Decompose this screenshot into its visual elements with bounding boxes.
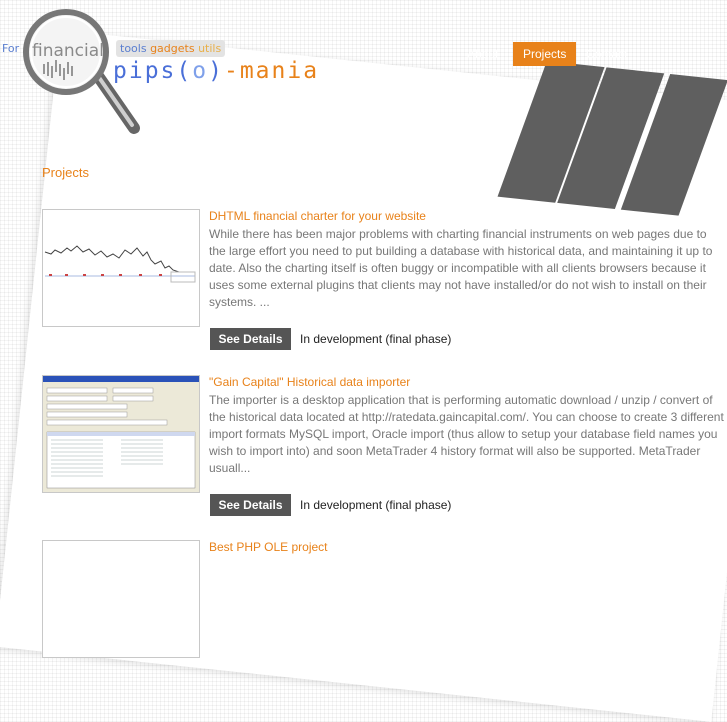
section-title: Projects [42, 165, 89, 180]
tagline-gadgets: gadgets [150, 42, 195, 55]
chart-thumbnail-icon [43, 210, 199, 326]
brand-part-2: o [192, 58, 209, 84]
for-label: For [2, 42, 20, 55]
tagline-tools: tools [120, 42, 147, 55]
project-thumbnail[interactable] [42, 540, 200, 658]
brand-part-4: -mania [223, 58, 320, 84]
brand-part-3: ) [208, 58, 224, 84]
see-details-button[interactable]: See Details [210, 328, 291, 350]
tagline-utils: utils [198, 42, 222, 55]
nav-about-link[interactable]: About [467, 47, 499, 61]
project-title-link[interactable]: "Gain Capital" Historical data importer [209, 375, 411, 389]
project-title-link[interactable]: Best PHP OLE project [209, 540, 328, 554]
see-details-button[interactable]: See Details [210, 494, 291, 516]
nav-projects-link[interactable]: Projects [513, 42, 576, 66]
project-status: In development (final phase) [300, 498, 452, 512]
project-description: The importer is a desktop application that is performing automatic download / unzip / convert of the historical data located at http://ratedata.gaincapital.com/. You can choose to create 3 different import formats MySQL import, Oracle import (thus allow to setup your database field names you wish to import into) and soon MetaTrader 4 history format will also be supported. MetaTrader usuall... [209, 393, 724, 475]
project-description: While there has been major problems with charting financial instruments on web pages due to the large effort you need to put building a database with historical data, and maintaining it up to date. Also the charting itself is often buggy or incompatible with all clients browsers because it uses some external plugins that clients may not have installed/or do not wish to install on their systems. ... [209, 227, 713, 309]
project-thumbnail[interactable] [42, 375, 200, 493]
project-thumbnail[interactable] [42, 209, 200, 327]
app-window-thumbnail-icon [43, 376, 199, 492]
brand-logo [113, 58, 319, 84]
magnifier-word: financial [32, 41, 104, 61]
brand-part-1: pips( [113, 58, 193, 84]
nav-contact-link[interactable]: Contact [586, 47, 628, 61]
project-title-link[interactable]: DHTML financial charter for your website [209, 209, 426, 223]
tagline [116, 40, 225, 57]
project-status: In development (final phase) [300, 332, 452, 346]
